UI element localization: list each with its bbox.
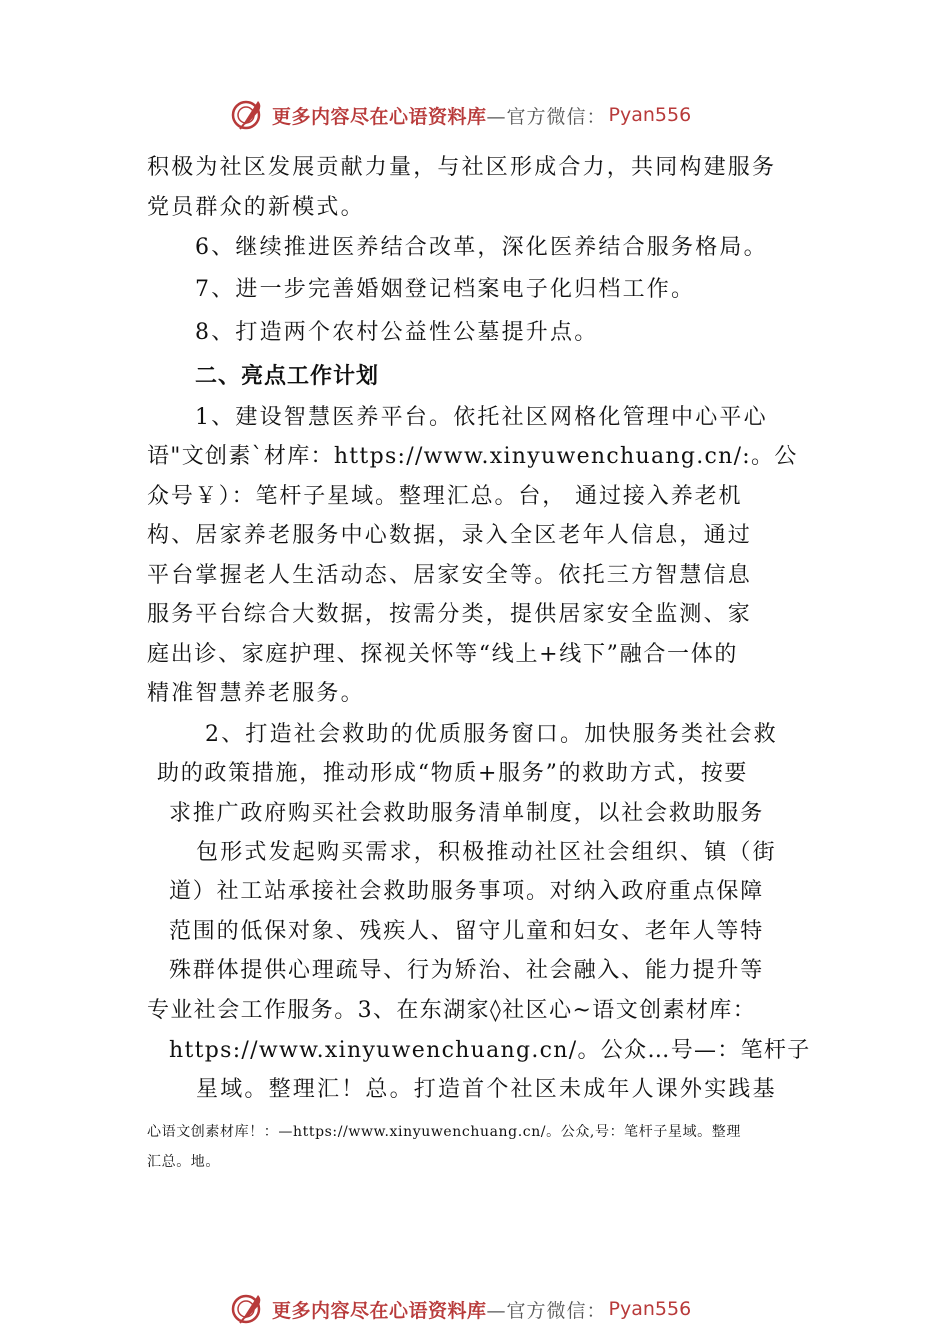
body-line: 党员群众的新模式。	[147, 195, 365, 220]
body-line: 语"文创素`材库：https://www.xinyuwenchuang.cn/:。公	[147, 444, 798, 469]
body-line: 服务平台综合大数据，按需分类，提供居家安全监测、家	[147, 602, 753, 627]
body-line: 1、建设智慧医养平台。依托社区网格化管理中心平心	[195, 405, 768, 430]
body-line: 求推广政府购买社会救助服务清单制度，以社会救助服务	[169, 801, 765, 826]
footnote-line: 汇总。地。	[147, 1154, 220, 1170]
body-line: 专业社会工作服务。3、在东湖家◊社区心~语文创素材库：	[147, 998, 757, 1023]
banner-sub-text: —官方微信：	[486, 105, 607, 128]
footnote-line: 心语文创素材库！：—https://www.xinyuwenchuang.cn/。公众,号：笔杆子星域。整理	[147, 1124, 741, 1140]
body-line: 助的政策措施，推动形成“物质+服务”的救助方式，按要	[157, 761, 749, 786]
footer-banner	[228, 1289, 691, 1329]
section-heading: 二、亮点工作计划	[195, 364, 380, 389]
body-line: 平台掌握老人生活动态、居家安全等。依托三方智慧信息	[147, 563, 753, 588]
body-line: 包形式发起购买需求，积极推动社区社会组织、镇（街	[196, 840, 777, 865]
header-banner	[228, 95, 691, 135]
body-line: 众号￥）：笔杆子星域。整理汇总。台， 通过接入养老机	[147, 484, 743, 509]
body-line: 范围的低保对象、残疾人、留守儿童和妇女、老年人等特	[169, 919, 765, 944]
banner-main-text: 更多内容尽在心语资料库	[272, 105, 487, 128]
body-line: 精准智慧养老服务。	[147, 681, 365, 706]
banner-sub-text: —官方微信：	[486, 1299, 607, 1322]
feather-pen-logo-icon	[228, 95, 268, 135]
body-line: 殊群体提供心理疏导、行为矫治、社会融入、能力提升等	[169, 958, 765, 983]
body-line: 星域。整理汇！总。打造首个社区未成年人课外实践基	[196, 1077, 777, 1102]
banner-main-text: 更多内容尽在心语资料库	[272, 1299, 487, 1322]
body-line: https://www.xinyuwenchuang.cn/。公众…号—：笔杆子	[169, 1038, 811, 1063]
body-line: 7、进一步完善婚姻登记档案电子化归档工作。	[195, 277, 696, 302]
body-line: 8、打造两个农村公益性公墓提升点。	[195, 320, 599, 345]
body-line: 庭出诊、家庭护理、探视关怀等“线上+线下”融合一体的	[147, 642, 739, 667]
body-line: 6、继续推进医养结合改革，深化医养结合服务格局。	[195, 235, 768, 260]
body-line: 2、打造社会救助的优质服务窗口。加快服务类社会救	[205, 722, 778, 747]
banner-wechat-id: Pyan556	[608, 1298, 692, 1320]
body-line: 积极为社区发展贡献力量，与社区形成合力，共同构建服务	[147, 155, 777, 180]
banner-wechat-id: Pyan556	[608, 104, 692, 126]
body-line: 道）社工站承接社会救助服务事项。对纳入政府重点保障	[169, 879, 765, 904]
feather-pen-logo-icon	[228, 1289, 268, 1329]
body-line: 构、居家养老服务中心数据，录入全区老年人信息，通过	[147, 523, 753, 548]
